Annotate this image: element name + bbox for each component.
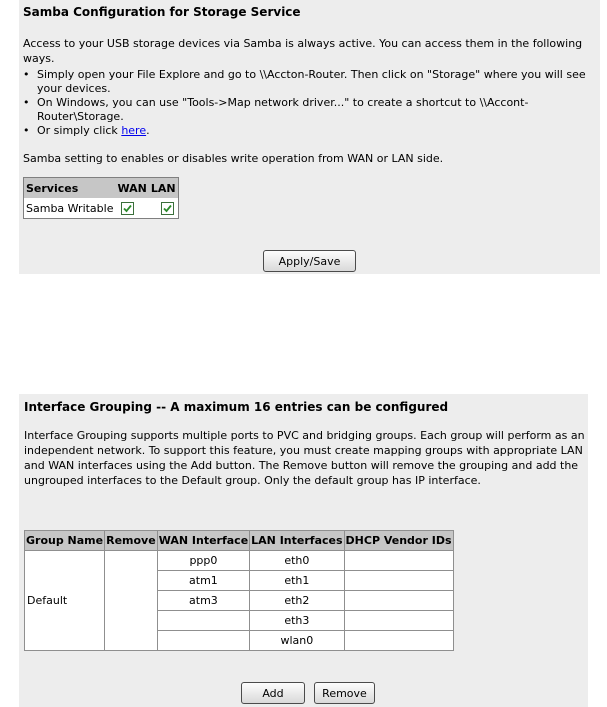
lan-header: LAN: [149, 178, 178, 199]
list-item: • Or simply click here.: [21, 124, 598, 138]
lan-interface-cell: wlan0: [250, 631, 344, 651]
table-row: [24, 198, 179, 219]
services-table: [23, 177, 179, 219]
wan-interface-cell: ppp0: [157, 551, 249, 571]
group-name-cell: Default: [25, 551, 105, 651]
wan-interface-cell: atm1: [157, 571, 249, 591]
wan-writable-checkbox[interactable]: [121, 202, 134, 215]
lan-interface-cell: eth0: [250, 551, 344, 571]
wan-interface-cell: [157, 631, 249, 651]
table-header-row: [25, 531, 454, 551]
list-item: • On Windows, you can use "Tools->Map network driver..." to create a shortcut to \\Accont-Router\Storage.: [21, 96, 598, 124]
dhcp-vendor-cell: [344, 591, 453, 611]
interface-grouping-panel: [19, 394, 588, 707]
lan-interface-cell: eth3: [250, 611, 344, 631]
dhcp-vendor-cell: [344, 631, 453, 651]
services-header: Services: [24, 178, 116, 199]
samba-setting-text: Samba setting to enables or disables write operation from WAN or LAN side.: [23, 152, 444, 165]
checkmark-icon: [123, 204, 132, 213]
lan-cell: [149, 198, 178, 219]
table-header-row: [24, 178, 179, 199]
add-button[interactable]: Add: [241, 682, 305, 704]
dhcp-vendor-cell: [344, 571, 453, 591]
grouping-table: [24, 530, 454, 651]
remove-cell: [105, 551, 158, 651]
wan-interface-header: WAN Interface: [157, 531, 249, 551]
samba-panel: [19, 0, 600, 274]
checkmark-icon: [163, 204, 172, 213]
samba-writable-label: Samba Writable: [24, 198, 116, 219]
table-row: [25, 551, 454, 571]
here-link[interactable]: here: [121, 124, 147, 137]
lan-interfaces-header: LAN Interfaces: [250, 531, 344, 551]
grouping-description: Interface Grouping supports multiple ports to PVC and bridging groups. Each group will perform as an independent network. To support this feature, you must create mapping groups with appropriate LAN and WAN interfaces using the Add button. The Remove button will remove the grouping and add the ungrouped interfaces to the Default group. Only the default group has IP interface.: [24, 429, 585, 487]
wan-interface-cell: atm3: [157, 591, 249, 611]
apply-save-button[interactable]: Apply/Save: [263, 250, 356, 272]
list-item: • Simply open your File Explore and go to \\Accton-Router. Then click on "Storage" where you will see your devices.: [21, 68, 598, 96]
dhcp-vendor-cell: [344, 611, 453, 631]
group-name-header: Group Name: [25, 531, 105, 551]
dhcp-vendor-cell: [344, 551, 453, 571]
samba-access-list: [21, 68, 598, 138]
wan-header: WAN: [115, 178, 148, 199]
lan-interface-cell: eth1: [250, 571, 344, 591]
samba-intro: Access to your USB storage devices via Samba is always active. You can access them in the following ways.: [23, 37, 583, 65]
wan-cell: [115, 198, 148, 219]
lan-writable-checkbox[interactable]: [161, 202, 174, 215]
dhcp-vendor-ids-header: DHCP Vendor IDs: [344, 531, 453, 551]
wan-interface-cell: [157, 611, 249, 631]
samba-title: Samba Configuration for Storage Service: [23, 5, 301, 19]
remove-header: Remove: [105, 531, 158, 551]
remove-button[interactable]: Remove: [314, 682, 375, 704]
grouping-title: Interface Grouping -- A maximum 16 entries can be configured: [24, 400, 449, 414]
lan-interface-cell: eth2: [250, 591, 344, 611]
